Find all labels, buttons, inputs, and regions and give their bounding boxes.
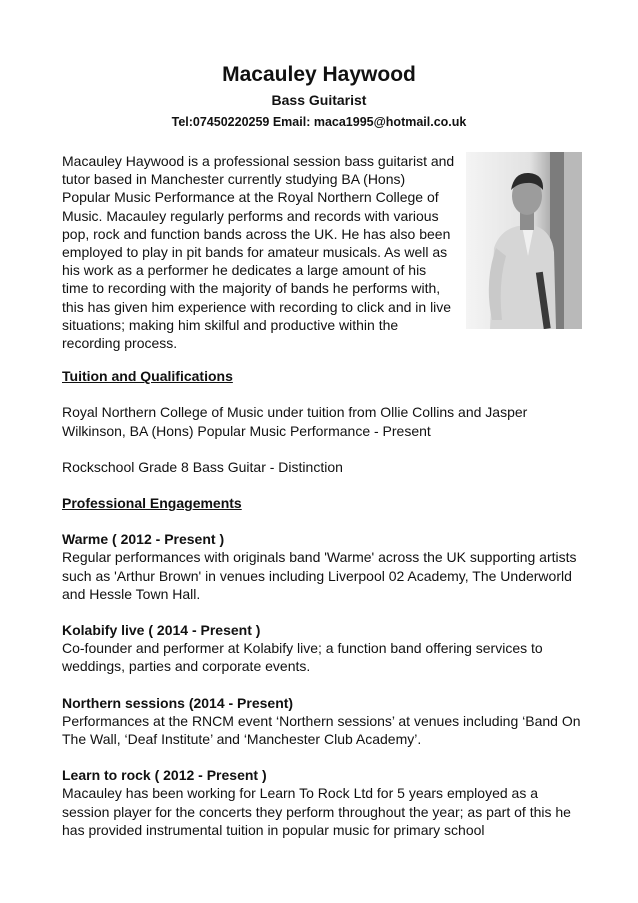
- engagement-description: Co-founder and performer at Kolabify live; a function band offering services to weddings, parties and corporate events.: [62, 640, 543, 675]
- engagement-description: Macauley has been working for Learn To Rock Ltd for 5 years employed as a session player for the concerts they perform throughout the year; as part of this he has provided instrumental tuition in popular music for primary school: [62, 785, 571, 838]
- engagement-description: Regular performances with originals band 'Warme' across the UK supporting artists such as 'Arthur Brown' in venues including Liverpool 02 Academy, The Underworld and Hessle Town Hall.: [62, 549, 577, 602]
- engagement-item: [62, 694, 582, 749]
- job-title: Bass Guitarist: [271, 92, 367, 108]
- cv-body: [62, 152, 582, 857]
- engagement-item: [62, 766, 582, 839]
- engagement-title: Northern sessions (2014 - Present): [62, 694, 294, 711]
- person-name: Macauley Haywood: [222, 63, 416, 86]
- engagement-title: Kolabify live ( 2014 - Present ): [62, 622, 261, 639]
- cv-header: [0, 62, 638, 131]
- tuition-item: Rockschool Grade 8 Bass Guitar - Distinction: [62, 458, 343, 475]
- tuition-item: Royal Northern College of Music under tuition from Ollie Collins and Jasper Wilkinson, BA (Hons) Popular Music Performance - Present: [62, 404, 528, 439]
- engagement-title: Learn to rock ( 2012 - Present ): [62, 767, 267, 784]
- contact-details: Tel:07450220259 Email: maca1995@hotmail.co.uk: [171, 115, 467, 129]
- engagement-title: Warme ( 2012 - Present ): [62, 531, 225, 548]
- bio-paragraph: Macauley Haywood is a professional session bass guitarist and tutor based in Manchester currently studying BA (Hons) Popular Music Performance at the Royal Northern College of Music. Macauley regularly performs and records with various pop, rock and function bands across the UK. He has also been employed to play in pit bands for amateur musicals. As well as his work as a performer he dedicates a large amount of his time to recording with the majority of bands he performs with, this has given him experience with recording to click and in live situations; making him skilful and productive within the recording process.: [62, 153, 455, 352]
- portrait-photo-icon: [466, 152, 582, 329]
- portrait-photo: [466, 152, 582, 329]
- engagement-item: [62, 621, 582, 676]
- engagement-item: [62, 530, 582, 603]
- tuition-heading: Tuition and Qualifications: [62, 368, 233, 385]
- engagements-heading: Professional Engagements: [62, 495, 242, 512]
- engagement-description: Performances at the RNCM event ‘Northern sessions’ at venues including ‘Band On The Wall, ‘Deaf Institute’ and ‘Manchester Club Academy’.: [62, 712, 581, 748]
